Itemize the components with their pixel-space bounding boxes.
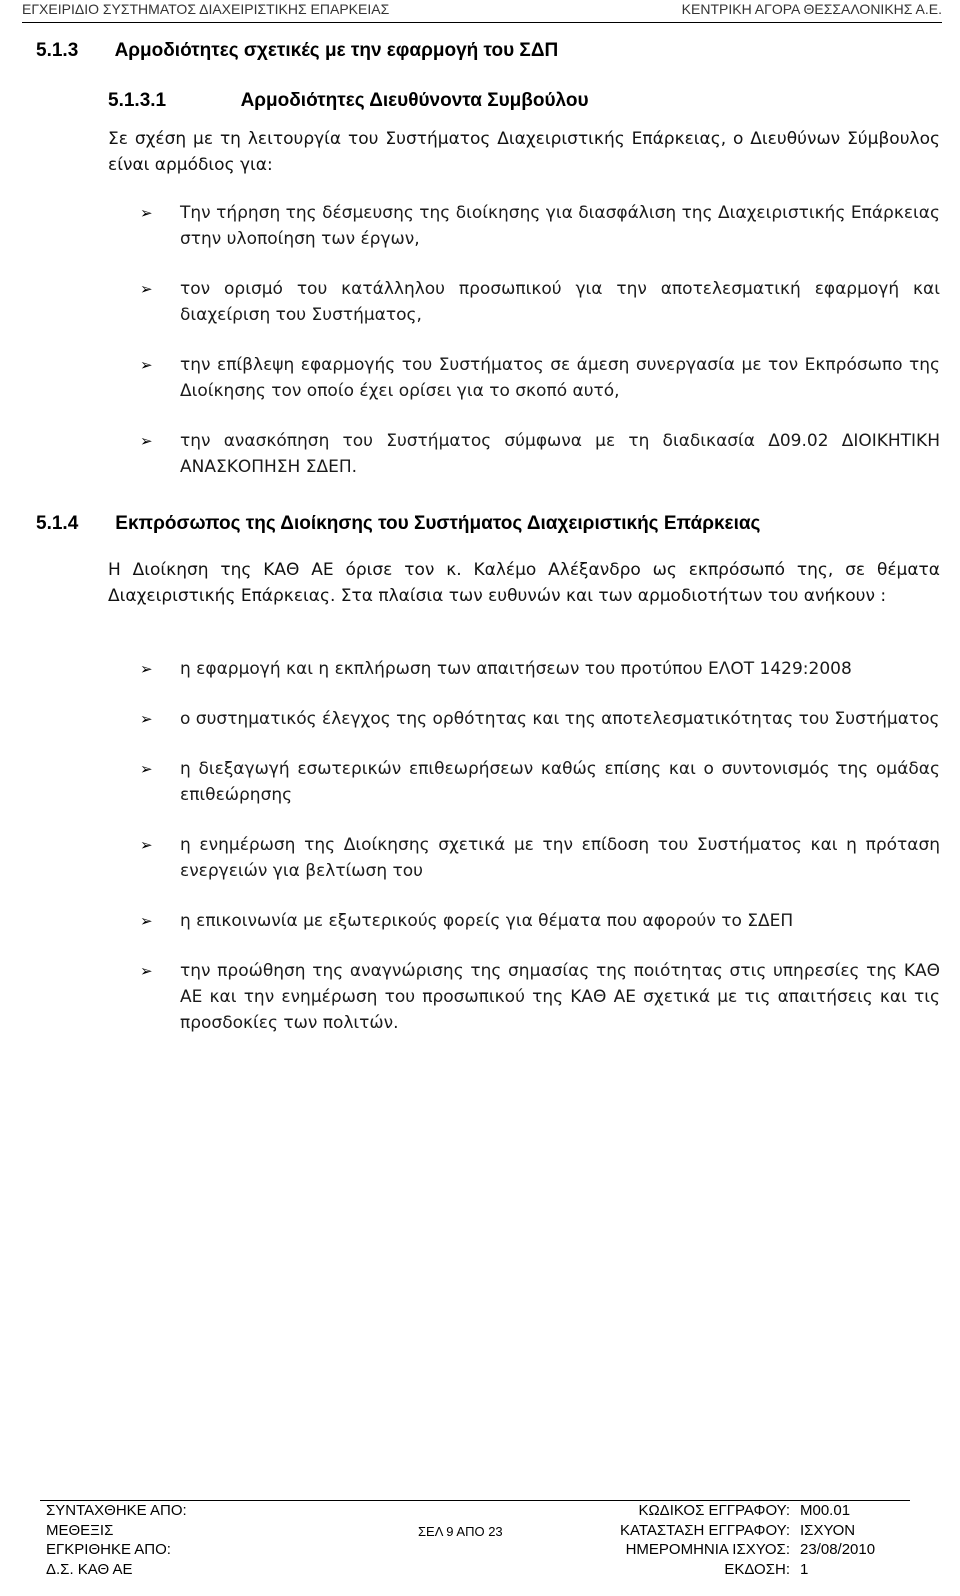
arrow-bullet-icon: ➢ xyxy=(140,432,153,450)
footer-effective-date-value: 23/08/2010 xyxy=(800,1541,876,1558)
list-item xyxy=(140,200,940,252)
list-item-text: η επικοινωνία με εξωτερικούς φορείς για θέματα που αφορούν το ΣΔΕΠ xyxy=(180,911,794,931)
footer-doc-code-label: ΚΩΔΙΚΟΣ ΕΓΓΡΑΦΟΥ: xyxy=(638,1502,790,1519)
arrow-bullet-icon: ➢ xyxy=(140,660,153,678)
footer-approved-by-value: Δ.Σ. ΚΑΘ ΑΕ xyxy=(46,1560,133,1578)
list-item xyxy=(140,958,940,1036)
arrow-bullet-icon: ➢ xyxy=(140,710,153,728)
footer-authorship xyxy=(46,1501,187,1579)
footer-version-label: ΕΚΔΟΣΗ: xyxy=(724,1560,790,1578)
footer-page-number: ΣΕΛ 9 ΑΠΟ 23 xyxy=(418,1524,503,1539)
list-item xyxy=(140,276,940,328)
section-number: 5.1.4 xyxy=(36,513,79,534)
section-number: 5.1.3.1 xyxy=(108,90,167,111)
section-heading-5-1-3 xyxy=(36,40,558,62)
ceo-duties-list xyxy=(140,200,940,480)
list-item-text: η εφαρμογή και η εκπλήρωση των απαιτήσεων του προτύπου ΕΛΟΤ 1429:2008 xyxy=(180,659,852,679)
list-item-text: την προώθηση της αναγνώρισης της σημασίας της ποιότητας στις υπηρεσίες της ΚΑΘ ΑΕ και την ενημέρωση του προσωπικού της ΚΑΘ ΑΕ σχετικά με τις απαιτήσεις και τις προσδοκίες των πολιτών. xyxy=(180,961,940,1033)
list-item-text: τον ορισμό του κατάλληλου προσωπικού για την αποτελεσματική εφαρμογή και διαχείριση του Συστήματος, xyxy=(180,279,940,325)
section-title: Εκπρόσωπος της Διοίκησης του Συστήματος Διαχειριστικής Επάρκειας xyxy=(115,513,761,534)
footer-doc-status-value: ΙΣΧΥΟΝ xyxy=(800,1521,856,1539)
list-item xyxy=(140,832,940,884)
arrow-bullet-icon: ➢ xyxy=(140,760,153,778)
footer-doc-status-label: ΚΑΤΑΣΤΑΣΗ ΕΓΓΡΑΦΟΥ: xyxy=(619,1521,790,1539)
arrow-bullet-icon: ➢ xyxy=(140,912,153,930)
section-heading-5-1-3-1 xyxy=(108,90,589,112)
arrow-bullet-icon: ➢ xyxy=(140,356,153,374)
list-item xyxy=(140,908,940,934)
section-title: Αρμοδιότητες Διευθύνοντα Συμβούλου xyxy=(240,90,589,111)
list-item-text: ο συστηματικός έλεγχος της ορθότητας και της αποτελεσματικότητας του Συστήματος xyxy=(180,709,940,729)
footer-metadata-values xyxy=(800,1501,875,1579)
list-item-text: την ανασκόπηση του Συστήματος σύμφωνα με τη διαδικασία Δ09.02 ΔΙΟΙΚΗΤΙΚΗ ΑΝΑΣΚΟΠΗΣΗ ΣΔΕΠ. xyxy=(180,431,940,477)
list-item xyxy=(140,756,940,808)
list-item xyxy=(140,656,940,682)
page-header xyxy=(22,0,942,23)
list-item xyxy=(140,706,940,732)
footer-composed-by-value: ΜΕΘΕΞΙΣ xyxy=(46,1521,114,1539)
arrow-bullet-icon: ➢ xyxy=(140,280,153,298)
section-5-1-4-intro: Η Διοίκηση της ΚΑΘ ΑΕ όρισε τον κ. Καλέμο Αλέξανδρο ως εκπρόσωπό της, σε θέματα Διαχειριστικής Επάρκειας. Στα πλαίσια των ευθυνών και των αρμοδιοτήτων του ανήκουν : xyxy=(108,560,940,606)
footer-effective-date-label: ΗΜΕΡΟΜΗΝΙΑ ΙΣΧΥΟΣ: xyxy=(625,1541,790,1558)
list-item xyxy=(140,428,940,480)
section-number: 5.1.3 xyxy=(36,40,79,61)
section-title: Αρμοδιότητες σχετικές με την εφαρμογή του ΣΔΠ xyxy=(114,40,559,61)
section-5-1-3-1-intro: Σε σχέση με τη λειτουργία του Συστήματος Διαχειριστικής Επάρκειας, ο Διευθύνων Σύμβουλος είναι αρμόδιος για: xyxy=(108,129,940,175)
list-item-text: την επίβλεψη εφαρμογής του Συστήματος σε άμεση συνεργασία με τον Εκπρόσωπο της Διοίκησης τον οποίο έχει ορίσει για το σκοπό αυτό, xyxy=(180,355,940,401)
list-item-text: η διεξαγωγή εσωτερικών επιθεωρήσεων καθώς επίσης και ο συντονισμός της ομάδας επιθεώρησης xyxy=(180,759,940,805)
header-organization: ΚΕΝΤΡΙΚΗ ΑΓΟΡΑ ΘΕΣΣΑΛΟΝΙΚΗΣ Α.Ε. xyxy=(681,1,942,17)
section-heading-5-1-4 xyxy=(36,513,760,535)
list-item-text: Την τήρηση της δέσμευσης της διοίκησης για διασφάλιση της Διαχειριστικής Επάρκειας στην υλοποίηση των έργων, xyxy=(180,203,940,249)
list-item-text: η ενημέρωση της Διοίκησης σχετικά με την επίδοση του Συστήματος και η πρόταση ενεργειών για βελτίωση του xyxy=(180,835,940,881)
footer-approved-by-label: ΕΓΚΡΙΘΗΚΕ ΑΠΟ: xyxy=(46,1541,171,1558)
list-item xyxy=(140,352,940,404)
representative-duties-list xyxy=(140,656,940,1036)
arrow-bullet-icon: ➢ xyxy=(140,204,153,222)
header-document-title: ΕΓΧΕΙΡΙΔΙΟ ΣΥΣΤΗΜΑΤΟΣ ΔΙΑΧΕΙΡΙΣΤΙΚΗΣ ΕΠΑΡΚΕΙΑΣ xyxy=(22,1,390,17)
arrow-bullet-icon: ➢ xyxy=(140,962,153,980)
footer-metadata-labels xyxy=(590,1501,790,1579)
arrow-bullet-icon: ➢ xyxy=(140,836,153,854)
footer-version-value: 1 xyxy=(800,1560,809,1578)
page-footer xyxy=(40,1500,960,1596)
footer-doc-code-value: Μ00.01 xyxy=(800,1502,851,1519)
footer-composed-by-label: ΣΥΝΤΑΧΘΗΚΕ ΑΠΟ: xyxy=(46,1502,187,1519)
